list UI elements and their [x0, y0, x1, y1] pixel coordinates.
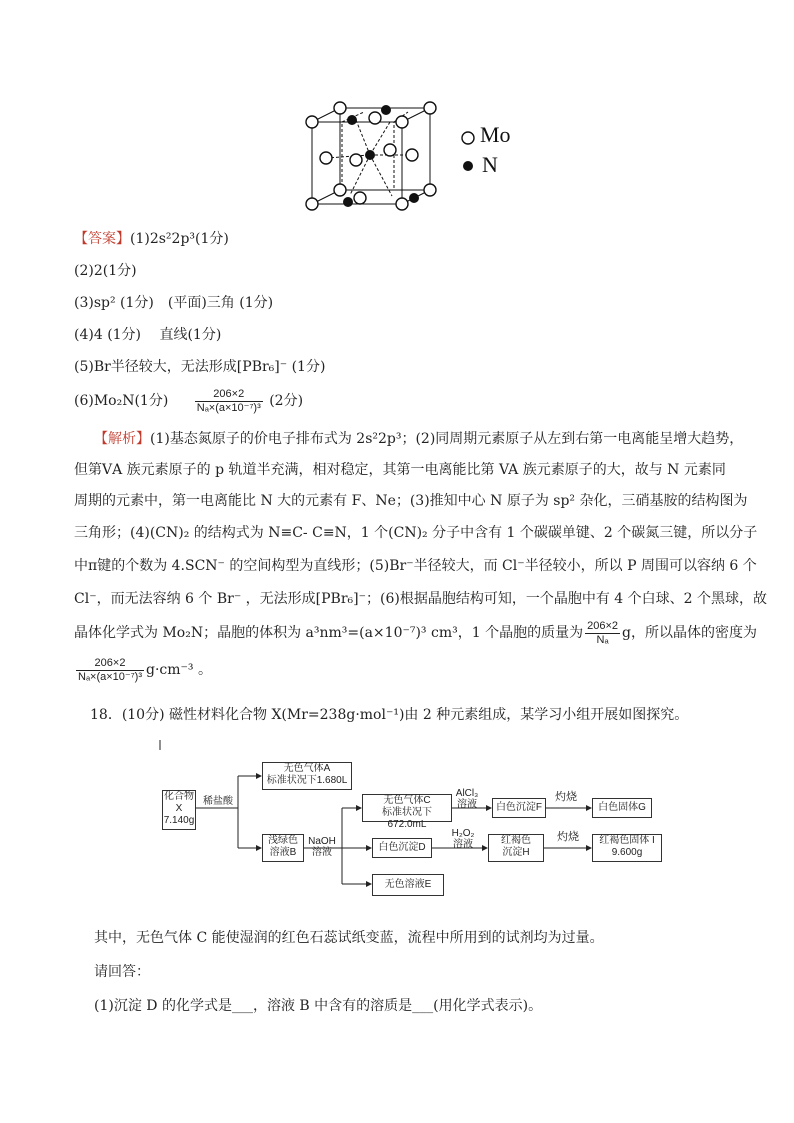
- question18-stem: 18．(10分) 磁性材料化合物 X(Mr=238g·mol⁻¹)由 2 种元素组成，某学习小组开展如图探究。: [90, 707, 689, 723]
- question18-prompt: 请回答：: [94, 964, 150, 980]
- node-gas-a: 无色气体A 标准状况下1.680L: [262, 762, 352, 790]
- node-solid-g: 白色固体G: [592, 798, 652, 818]
- node-precipitate-h: 红褐色 沉淀H: [488, 834, 544, 862]
- answer-q6-suffix: (2分): [269, 393, 304, 409]
- analysis-mass-fraction: $\frac{206\times 2}{\text{Nₐ}}$: [587, 619, 618, 646]
- analysis-line-1: 【解析】(1)基态氮原子的价电子排布式为 2s²2p³；(2)同周期元素原子从左到右第一电离能呈增大趋势，: [94, 431, 744, 447]
- answer-q3: (3)sp² (1分) (平面)三角 (1分): [74, 295, 274, 311]
- answer-q1: (1)2s²2p³(1分): [130, 231, 229, 247]
- node-solid-i: 红褐色固体 I 9.600g: [592, 834, 662, 862]
- legend-mo-label: Mo: [480, 122, 511, 147]
- analysis-tag: 【解析】: [94, 431, 150, 447]
- node-precipitate-d: 白色沉淀D: [372, 838, 432, 858]
- burn-label-1: 灼烧: [555, 791, 577, 803]
- crystal-structure-diagram: [300, 100, 440, 215]
- answer-q4: (4)4 (1分) 直线(1分): [74, 327, 222, 343]
- analysis-line-8: $\frac{206\times 2}{\text{Nₐ×(a×10⁻⁷)³}}$ g·cm⁻³ 。: [78, 656, 212, 683]
- n-filled-circle-icon: [460, 158, 476, 174]
- answer-q6: [74, 386, 303, 416]
- reagent-alcl3-label: AlCl₃ 溶液: [455, 788, 479, 810]
- reagent-hcl-label: 稀盐酸: [203, 796, 233, 807]
- mo-open-circle-icon: [460, 130, 476, 146]
- answer-q6-prefix: (6)Mo₂N(1分): [74, 393, 169, 409]
- legend-n-label: N: [482, 152, 498, 177]
- burn-label-2: 灼烧: [557, 831, 579, 843]
- answer-q6-fraction: $\frac{206\times 2}{\text{Nₐ×(a×10⁻⁷)³}}$: [196, 387, 261, 414]
- reagent-h2o2-label: H₂O₂ 溶液: [451, 828, 475, 850]
- analysis-line-2: 但第ⅤA 族元素原子的 p 轨道半充满，相对稳定，其第一电离能比第 VA 族元素原子的大，故与 N 元素同: [74, 462, 726, 478]
- answer-q2: (2)2(1分): [74, 263, 137, 279]
- answer-q5: (5)Br半径较大，无法形成[PBr₆]⁻ (1分): [74, 359, 326, 375]
- node-solution-e: 无色溶液E: [372, 874, 444, 896]
- analysis-line-4: 三角形；(4)(CN)₂ 的结构式为 N≡C- C≡N，1 个(CN)₂ 分子中含有 1 个碳碳单键、2 个碳氮三键，所以分子: [74, 525, 758, 541]
- analysis-line-5: 中π键的个数为 4.SCN⁻ 的空间构型为直线形；(5)Br⁻半径较大，而 Cl⁻半径较小，所以 P 周围可以容纳 6 个: [74, 558, 757, 574]
- node-precipitate-f: 白色沉淀F: [492, 798, 546, 818]
- answer-tag: 【答案】: [74, 231, 130, 247]
- node-solution-b: 浅绿色 溶液B: [262, 834, 304, 862]
- reagent-naoh-label: NaOH 溶液: [308, 836, 336, 858]
- analysis-line-3: 周期的元素中，第一电离能比 N 大的元素有 F、Ne；(3)推知中心 N 原子为 sp² 杂化，三硝基胺的结构图为: [74, 493, 748, 509]
- analysis-line-7: 晶体化学式为 Mo₂N；晶胞的体积为 a³nm³=(a×10⁻⁷)³ cm³，1 个晶胞的质量为 $\frac{206\times 2}{\text{Nₐ}}$ g，所以晶体的密度为: [74, 619, 757, 646]
- question18-sub1: (1)沉淀 D 的化学式是___，溶液 B 中含有的溶质是___(用化学式表示)。: [94, 998, 543, 1014]
- flow-diagram: [150, 740, 670, 900]
- analysis-density-fraction: $\frac{206\times 2}{\text{Nₐ×(a×10⁻⁷)³}}$: [78, 656, 143, 683]
- node-compound-x: 化合物 X 7.140g: [162, 790, 196, 830]
- answer-line-1: [74, 229, 229, 249]
- analysis-line-6: Cl⁻，而无法容纳 6 个 Br⁻ ，无法形成[PBr₆]⁻；(6)根据晶胞结构可知，一个晶胞中有 4 个白球、2 个黑球，故: [74, 591, 767, 607]
- question18-note: 其中，无色气体 C 能使湿润的红色石蕊试纸变蓝，流程中所用到的试剂均为过量。: [94, 930, 604, 946]
- node-gas-c: 无色气体C 标准状况下672.0mL: [362, 794, 452, 822]
